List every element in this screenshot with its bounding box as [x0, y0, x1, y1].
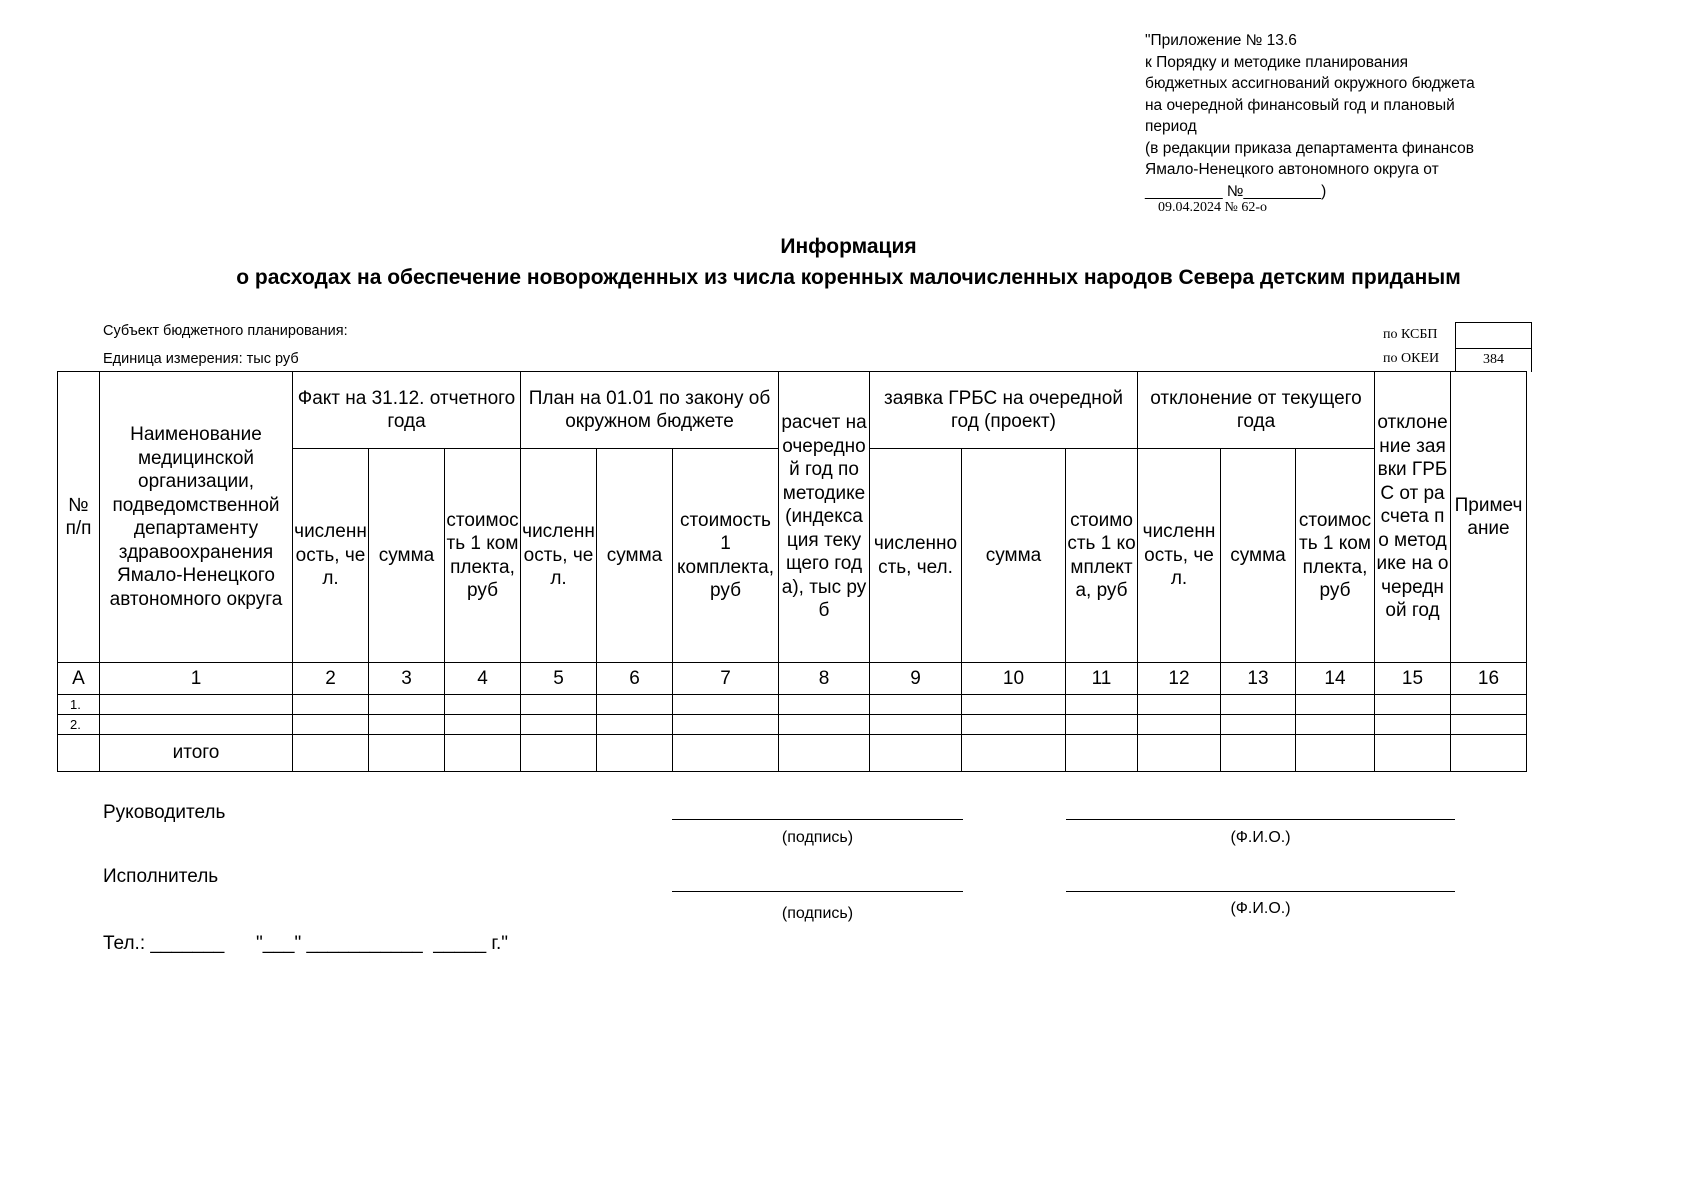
appendix-line: на очередной финансовый год и плановый	[1145, 96, 1455, 114]
header-fact: Факт на 31.12. отчетного года	[293, 372, 521, 449]
subheader-request-cost: стоимость 1 комплекта, руб	[1066, 449, 1138, 663]
header-plan: План на 01.01 по закону об окружном бюджете	[521, 372, 779, 449]
subheader-fact-sum: сумма	[369, 449, 445, 663]
head-sign-caption: (подпись)	[781, 829, 854, 846]
appendix-line: "Приложение № 13.6	[1145, 32, 1297, 49]
header-dev-request: отклонение заявки ГРБС от расчета по методике на очередной год	[1375, 372, 1451, 663]
executor-signature-line	[672, 891, 963, 892]
subheader-deviation-count: численность, чел.	[1138, 449, 1221, 663]
col-number: 15	[1375, 663, 1451, 695]
col-number: 11	[1066, 663, 1138, 695]
subheader-deviation-sum: сумма	[1221, 449, 1296, 663]
col-number: 6	[597, 663, 673, 695]
appendix-line: бюджетных ассигнований окружного бюджета	[1145, 75, 1475, 92]
executor-label: Исполнитель	[103, 866, 219, 887]
row-number: 2.	[58, 715, 100, 735]
header-name: Наименование медицинской организации, подведомственной департаменту здравоохранения Ямало-Ненецкого автономного округа	[100, 372, 293, 663]
subheader-plan-count: численность, чел.	[521, 449, 597, 663]
subheader-request-sum: сумма	[962, 449, 1066, 663]
unit-label: Единица измерения: тыс руб	[103, 351, 299, 367]
document-title: Информация	[780, 235, 917, 258]
head-fio-caption: (Ф.И.О.)	[1230, 829, 1291, 846]
col-number: 9	[870, 663, 962, 695]
table-row	[58, 715, 1527, 735]
document-subtitle: о расходах на обеспечение новорожденных из числа коренных малочисленных народов Севера детским приданым	[236, 266, 1461, 289]
subheader-fact-cost: стоимость 1 комплекта, руб	[445, 449, 521, 663]
appendix-line: _________ №_________)	[1145, 182, 1327, 200]
subject-label: Субъект бюджетного планирования:	[103, 323, 348, 339]
executor-fio-line	[1066, 891, 1455, 892]
phone-date-line: Тел.: _______ "___" ___________ _____ г."	[103, 933, 509, 954]
header-note: Примечание	[1451, 372, 1527, 663]
appendix-line: период	[1145, 118, 1197, 135]
appendix-block	[1145, 30, 1545, 202]
col-number: 14	[1296, 663, 1375, 695]
total-row	[58, 735, 1527, 772]
col-number: А	[58, 663, 100, 695]
col-number: 7	[673, 663, 779, 695]
appendix-date: 09.04.2024 № 62-о	[1158, 200, 1268, 215]
table-row	[58, 695, 1527, 715]
executor-sign-caption: (подпись)	[781, 905, 854, 922]
row-number: 1.	[58, 695, 100, 715]
header-request: заявка ГРБС на очередной год (проект)	[870, 372, 1138, 449]
col-number: 4	[445, 663, 521, 695]
total-label: итого	[100, 735, 293, 772]
head-label: Руководитель	[103, 802, 226, 823]
header-calc: расчет на очередной год по методике (индексация текущего года), тыс руб	[779, 372, 870, 663]
header-num: № п/п	[58, 372, 100, 663]
appendix-line: (в редакции приказа департамента финансов	[1145, 139, 1474, 157]
subheader-request-count: численность, чел.	[870, 449, 962, 663]
executor-fio-caption: (Ф.И.О.)	[1230, 900, 1291, 917]
head-fio-line	[1066, 819, 1455, 820]
appendix-line: Ямало-Ненецкого автономного округа от	[1145, 161, 1439, 178]
col-number: 1	[100, 663, 293, 695]
col-number: 12	[1138, 663, 1221, 695]
appendix-line: к Порядку и методике планирования	[1145, 53, 1409, 71]
col-number: 13	[1221, 663, 1296, 695]
col-number: 10	[962, 663, 1066, 695]
subheader-plan-sum: сумма	[597, 449, 673, 663]
col-number: 8	[779, 663, 870, 695]
col-number: 3	[369, 663, 445, 695]
col-number: 16	[1451, 663, 1527, 695]
header-deviation: отклонение от текущего года	[1138, 372, 1375, 449]
okei-code-box: 384	[1455, 348, 1532, 372]
col-number: 5	[521, 663, 597, 695]
subheader-plan-cost: стоимость 1 комплекта, руб	[673, 449, 779, 663]
okei-label: по ОКЕИ	[1383, 351, 1440, 366]
head-signature-line	[672, 819, 963, 820]
ksbp-code-box	[1455, 322, 1532, 349]
expenses-table	[57, 371, 1527, 772]
col-number: 2	[293, 663, 369, 695]
ksbp-label: по КСБП	[1383, 327, 1438, 342]
subheader-fact-count: численность, чел.	[293, 449, 369, 663]
subheader-deviation-cost: стоимость 1 комплекта, руб	[1296, 449, 1375, 663]
